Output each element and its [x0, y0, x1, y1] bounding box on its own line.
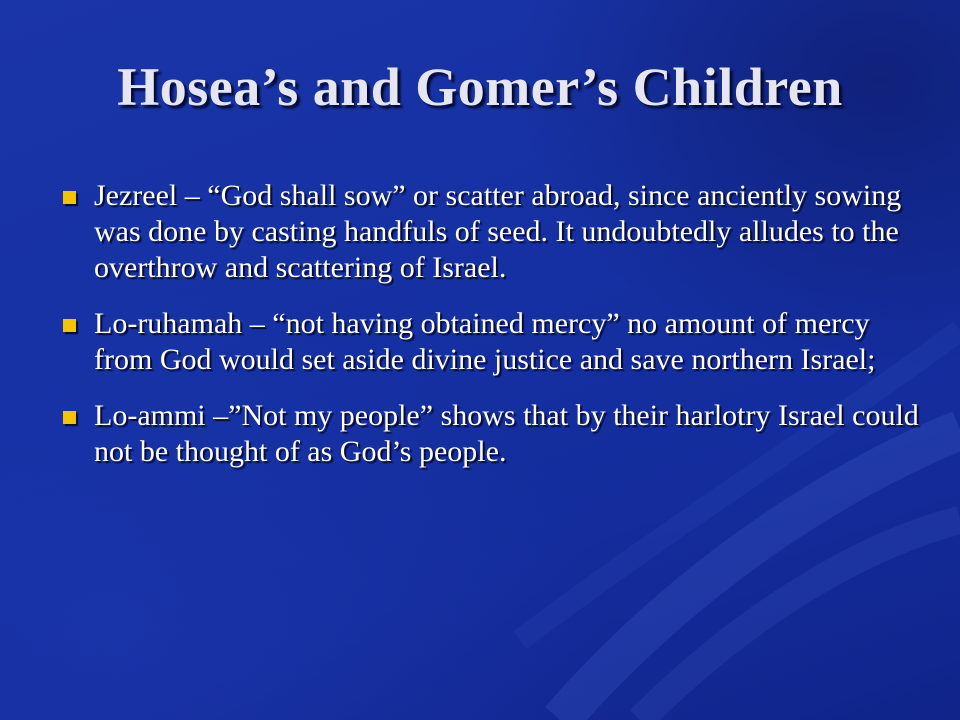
bullet-list	[60, 178, 920, 490]
bullet-text: Lo-ruhamah – “not having obtained mercy” no amount of mercy from God would set aside divine justice and save northern Israel;	[94, 307, 876, 376]
square-bullet-icon	[63, 191, 76, 204]
bullet-item-lo-ammi	[60, 398, 920, 470]
bullet-text: Jezreel – “God shall sow” or scatter abroad, since anciently sowing was done by casting handfuls of seed. It undoubtedly alludes to the overthrow and scattering of Israel.	[94, 179, 902, 284]
slide-title: Hosea’s and Gomer’s Children	[117, 57, 843, 117]
square-bullet-icon	[63, 411, 76, 424]
bullet-item-lo-ruhamah	[60, 306, 920, 378]
bullet-text: Lo-ammi –”Not my people” shows that by their harlotry Israel could not be thought of as God’s people.	[94, 399, 919, 468]
square-bullet-icon	[63, 319, 76, 332]
bullet-item-jezreel	[60, 178, 920, 286]
